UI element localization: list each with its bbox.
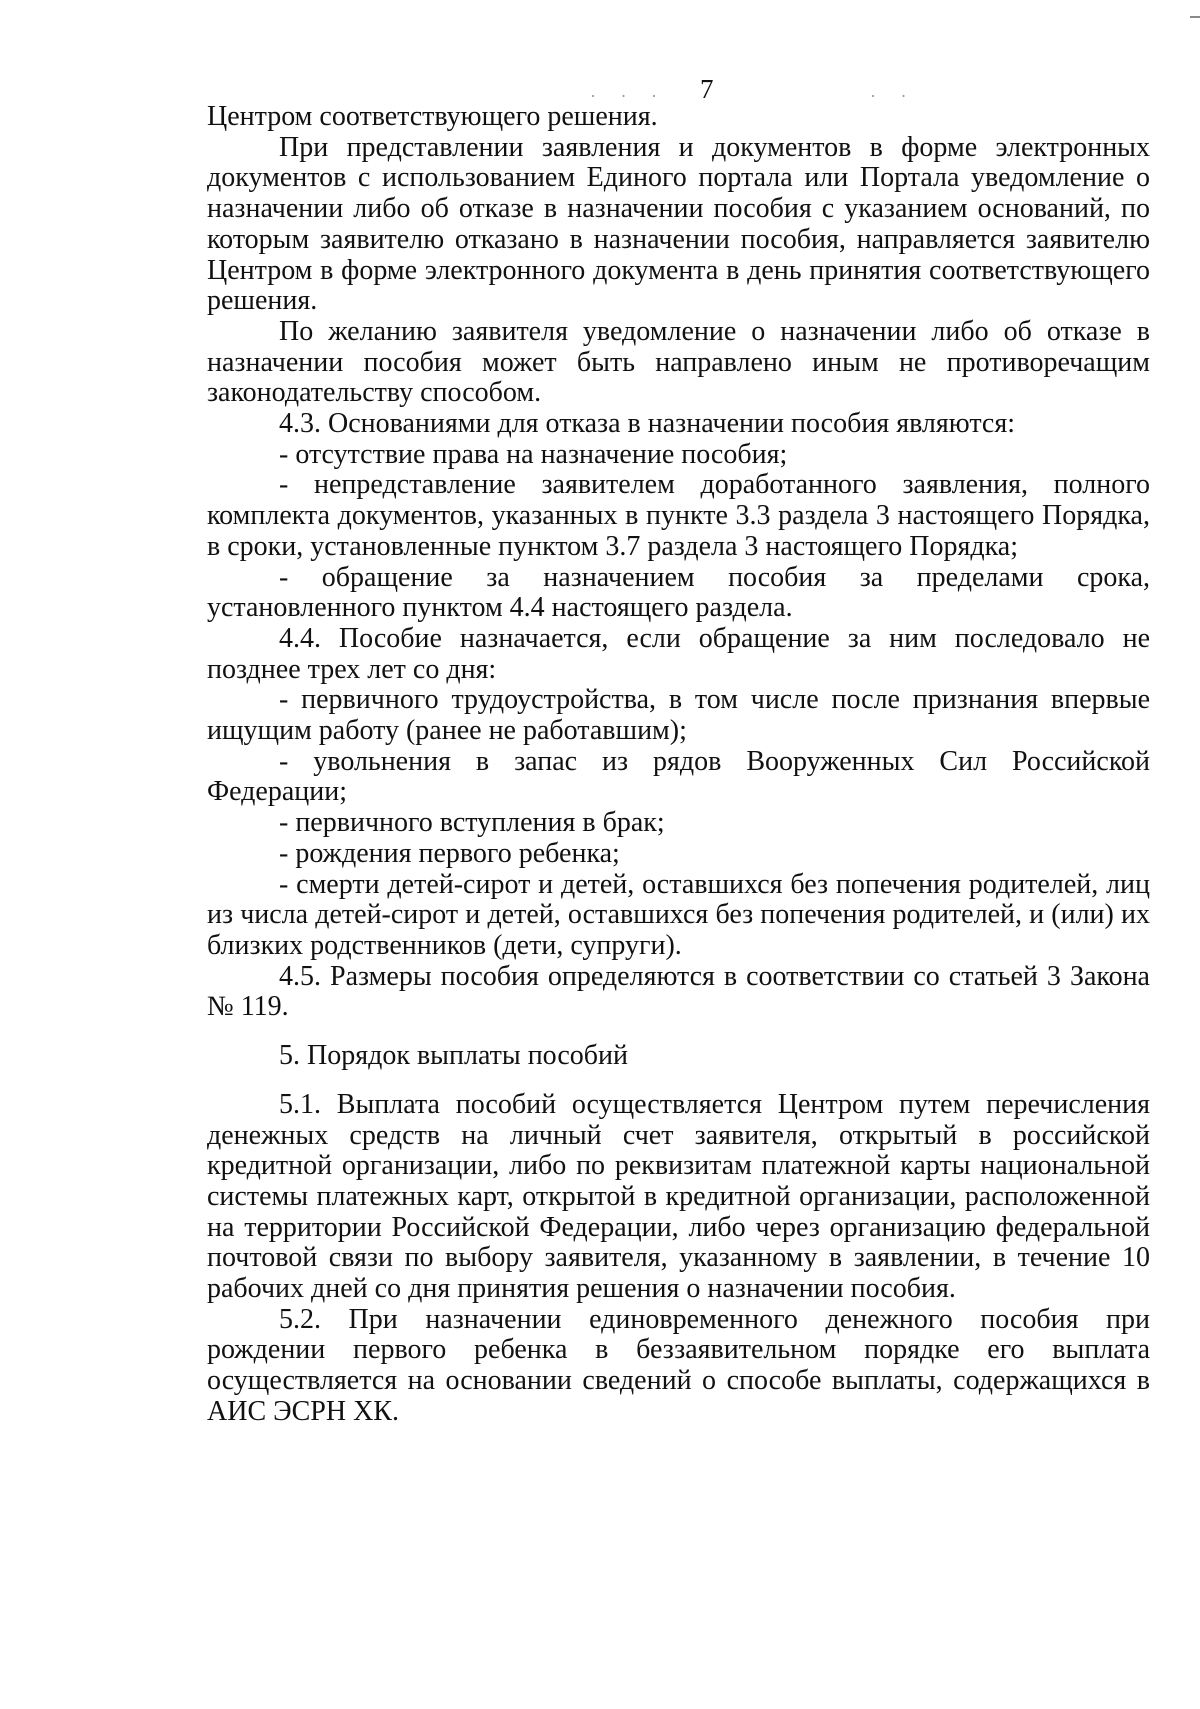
scan-artifact-dots: · ·	[870, 86, 917, 106]
list-item: - рождения первого ребенка;	[279, 837, 620, 869]
clause-5-2: 5.2. При назначении единовременного денежного пособия при рождении первого ребенка в беззаявительном порядке его выплата осуществляется на основании сведений о способе выплаты, содержащихся в АИС ЭСРН ХК.	[207, 1303, 1150, 1427]
list-item: - увольнения в запас из рядов Вооруженных Сил Российской Федерации;	[207, 745, 1150, 808]
paragraph-notification-method: По желанию заявителя уведомление о назначении либо об отказе в назначении пособия может быть направлено иным не противоречащим законодательству способом.	[207, 315, 1150, 409]
list-item: - отсутствие права на назначение пособия;	[279, 438, 788, 470]
paragraph-continuation: Центром соответствующего решения.	[207, 101, 658, 132]
clause-5-1: 5.1. Выплата пособий осуществляется Центром путем перечисления денежных средств на личный счет заявителя, открытый в российской кредитной организации, либо по реквизитам платежной карты национальной системы платежных карт, открытой в кредитной организации, расположенной на территории Российской Федерации, либо через организацию федеральной почтовой связи по выбору заявителя, указанному в заявлении, в течение 10 рабочих дней со дня принятия решения о назначении пособия.	[207, 1088, 1150, 1305]
list-item: - первичного вступления в брак;	[279, 807, 665, 839]
clause-4-3: 4.3. Основаниями для отказа в назначении пособия являются:	[279, 408, 1015, 440]
list-item: - смерти детей-сирот и детей, оставшихся без попечения родителей, лиц из числа детей-сирот и детей, оставшихся без попечения родителей, и (или) их близких родственников (дети, супруги).	[207, 868, 1150, 961]
clause-4-4: 4.4. Пособие назначается, если обращение за ним последовало не позднее трех лет со дня:	[207, 622, 1150, 685]
clause-4-5: 4.5. Размеры пособия определяются в соответствии со статьей 3 Закона № 119.	[207, 960, 1150, 1023]
document-body	[207, 102, 1150, 1428]
list-item: - непредставление заявителем доработанного заявления, полного комплекта документов, указанных в пункте 3.3 раздела 3 настоящего Порядка, в сроки, установленные пунктом 3.7 раздела 3 настоящего Порядка;	[207, 469, 1150, 562]
paragraph-electronic-notification: При представлении заявления и документов в форме электронных документов с использованием Единого портала или Портала уведомление о назначении либо об отказе в назначении пособия с указанием оснований, по которым заявителю отказано в назначении пособия, направляется заявителю Центром в форме электронного документа в день принятия соответствующего решения.	[207, 131, 1150, 317]
section-heading: 5. Порядок выплаты пособий	[279, 1040, 629, 1072]
list-item: - первичного трудоустройства, в том числе после признания впервые ищущим работу (ранее не работавшим);	[207, 684, 1150, 747]
list-item: - обращение за назначением пособия за пределами срока, установленного пунктом 4.4 настоящего раздела.	[207, 561, 1150, 624]
page-number: 7	[700, 74, 714, 104]
scan-edge-mark	[1190, 16, 1200, 18]
scan-artifact-dots: · · ·	[590, 86, 667, 106]
